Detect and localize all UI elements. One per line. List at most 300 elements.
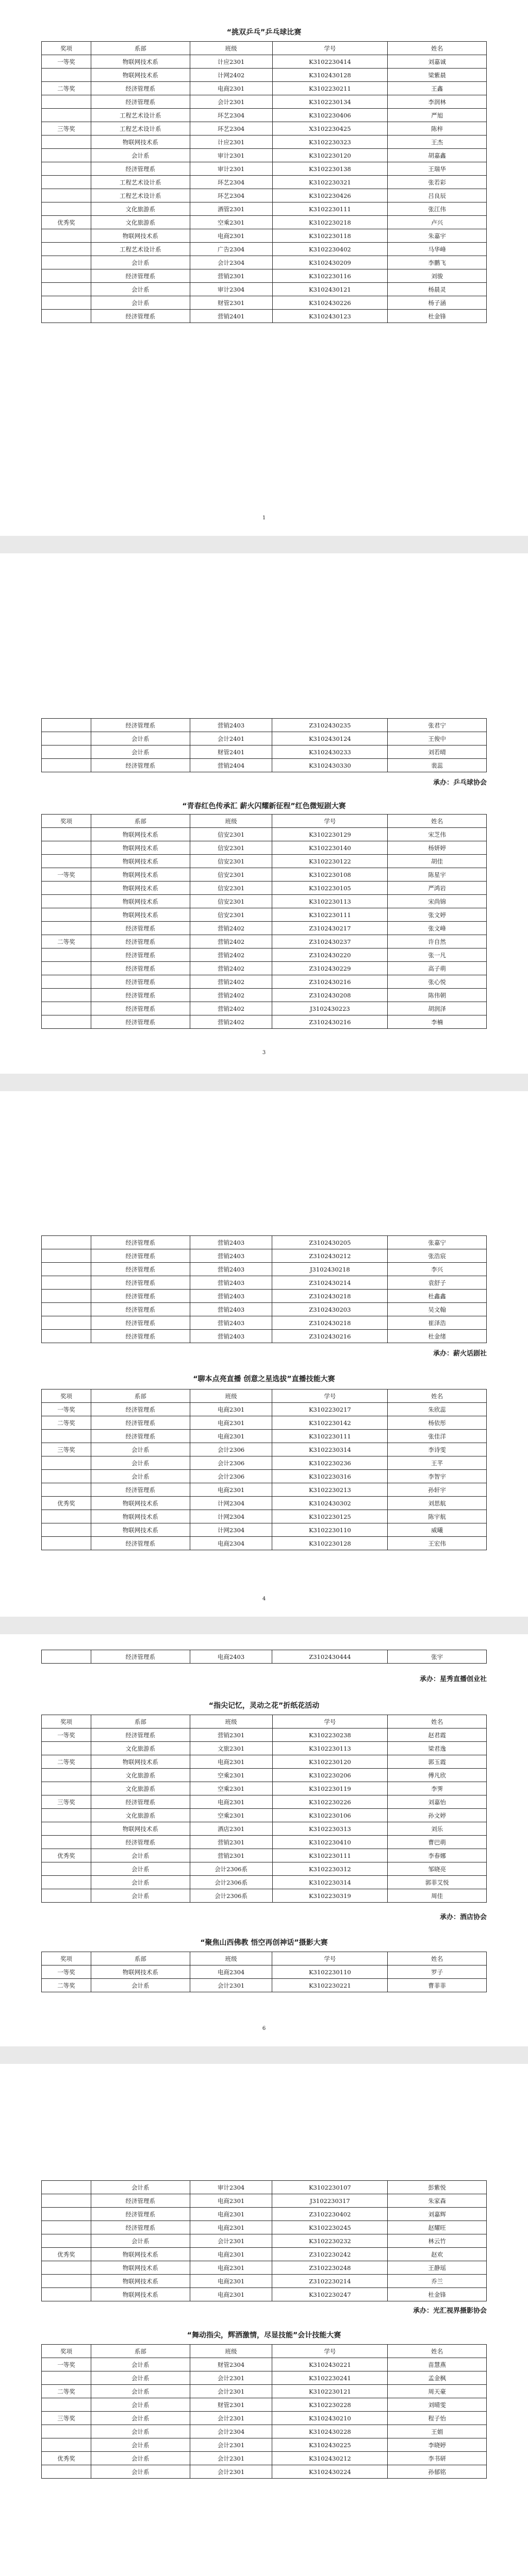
cell-award [42, 149, 91, 162]
page-gap [0, 2046, 528, 2064]
cell-name: 刘乐 [388, 1822, 487, 1836]
cell-dept: 经济管理系 [91, 1015, 190, 1029]
cell-dept: 会计系 [91, 1470, 190, 1483]
header-class: 班级 [190, 1952, 272, 1965]
cell-award [42, 922, 91, 935]
cell-name: 吴文翰 [388, 1303, 487, 1316]
cell-award [42, 841, 91, 855]
cell-name: 张宇 [388, 1650, 487, 1664]
table-row [42, 1403, 487, 1416]
table-row [42, 296, 487, 310]
cell-name: 刘若晴 [388, 745, 487, 759]
cell-dept: 经济管理系 [91, 1236, 190, 1249]
table-row [42, 2398, 487, 2412]
table-row [42, 1769, 487, 1782]
cell-award: 二等奖 [42, 1416, 91, 1430]
cell-id: K3102230113 [272, 895, 388, 908]
cell-name: 李霁 [388, 1782, 487, 1795]
header-award: 奖项 [42, 42, 91, 55]
cell-class: 会计2301 [190, 2465, 272, 2479]
table-row [42, 1650, 487, 1664]
cell-class: 营销2403 [190, 719, 272, 732]
cell-name: 李书研 [388, 2452, 487, 2465]
cell-class: 计网2304 [190, 1497, 272, 1510]
cell-dept: 经济管理系 [91, 2208, 190, 2221]
cell-id: K3102230228 [272, 2398, 388, 2412]
table-row [42, 2358, 487, 2371]
cell-id: K3102230110 [272, 1523, 388, 1537]
organizer-note: 承办：酒店协会 [439, 1913, 487, 1921]
cell-class: 电商2301 [190, 1416, 272, 1430]
cell-class: 电商2301 [190, 2248, 272, 2261]
cell-name: 林云竹 [388, 2234, 487, 2248]
table-body [42, 2181, 487, 2301]
cell-name: 郭菲艾悦 [388, 1876, 487, 1889]
table-row [42, 69, 487, 82]
cell-name: 程子怡 [388, 2412, 487, 2425]
cell-dept: 会计系 [91, 2425, 190, 2438]
cell-name: 张文峰 [388, 922, 487, 935]
cell-class: 营销2403 [190, 1316, 272, 1330]
table-row [42, 1430, 487, 1443]
award-table-6 [41, 1650, 487, 1664]
cell-class: 会计2306系 [190, 1862, 272, 1876]
cell-award [42, 975, 91, 989]
cell-dept: 物联网技术系 [91, 2275, 190, 2288]
award-table-7 [41, 1715, 487, 1903]
cell-name: 彭紫悦 [388, 2181, 487, 2194]
cell-name: 刘嘉怡 [388, 1795, 487, 1809]
cell-class: 营销2404 [190, 759, 272, 772]
cell-id: Z3102230214 [272, 2275, 388, 2288]
table-body [42, 1236, 487, 1343]
cell-id: K3102230107 [272, 2181, 388, 2194]
section-title: “指尖记忆，灵动之花”折纸花活动 [208, 1702, 320, 1710]
cell-class: 电商2304 [190, 1965, 272, 1979]
cell-name: 赵君霞 [388, 1728, 487, 1742]
cell-name: 曹菲菲 [388, 1979, 487, 1992]
cell-class: 营销2403 [190, 1236, 272, 1249]
organizer-note: 承办：星秀直播创业社 [419, 1675, 487, 1683]
table-row [42, 1782, 487, 1795]
award-table-8 [41, 1952, 487, 1992]
cell-class: 营销2402 [190, 948, 272, 962]
cell-id: Z3102430217 [272, 922, 388, 935]
cell-id: K3102230217 [272, 1403, 388, 1416]
cell-id: K3102230140 [272, 841, 388, 855]
cell-id: K3102230236 [272, 1456, 388, 1470]
cell-dept: 经济管理系 [91, 82, 190, 95]
cell-name: 郭玉霞 [388, 1755, 487, 1769]
cell-dept: 会计系 [91, 1979, 190, 1992]
page-number: 4 [262, 1596, 266, 1602]
page-number: 1 [262, 515, 266, 521]
table-row [42, 149, 487, 162]
header-class: 班级 [190, 1715, 272, 1728]
cell-dept: 经济管理系 [91, 1249, 190, 1263]
cell-name: 卢兴 [388, 216, 487, 229]
header-award: 奖项 [42, 1715, 91, 1728]
cell-name: 陈星宇 [388, 868, 487, 882]
cell-award [42, 1876, 91, 1889]
cell-award [42, 1862, 91, 1876]
cell-award: 二等奖 [42, 935, 91, 948]
cell-dept: 经济管理系 [91, 935, 190, 948]
cell-class: 广告2304 [190, 243, 272, 256]
cell-class: 审计2304 [190, 283, 272, 296]
cell-award: 一等奖 [42, 1403, 91, 1416]
cell-id: K3102230128 [272, 1537, 388, 1550]
cell-award [42, 828, 91, 841]
cell-class: 营销2402 [190, 962, 272, 975]
header-class: 班级 [190, 815, 272, 828]
cell-name: 胡佳 [388, 855, 487, 868]
cell-id: K3102230426 [272, 189, 388, 202]
cell-award [42, 2465, 91, 2479]
cell-dept: 会计系 [91, 732, 190, 745]
cell-class: 空乘2301 [190, 1769, 272, 1782]
table-row [42, 256, 487, 269]
cell-id: K3102230110 [272, 1965, 388, 1979]
page-number: 3 [262, 1050, 266, 1056]
cell-name: 袁舒子 [388, 1276, 487, 1290]
cell-class: 会计2301 [190, 2438, 272, 2452]
cell-award [42, 759, 91, 772]
cell-dept: 物联网技术系 [91, 135, 190, 149]
cell-dept: 经济管理系 [91, 1836, 190, 1849]
cell-id: K3102230142 [272, 1416, 388, 1430]
cell-dept: 文化旅游系 [91, 1809, 190, 1822]
cell-award: 二等奖 [42, 82, 91, 95]
cell-id: K3102230106 [272, 1809, 388, 1822]
cell-class: 营销2403 [190, 1303, 272, 1316]
table-row [42, 1795, 487, 1809]
cell-dept: 物联网技术系 [91, 841, 190, 855]
cell-award [42, 895, 91, 908]
cell-class: 会计2306 [190, 1443, 272, 1456]
cell-dept: 经济管理系 [91, 1263, 190, 1276]
cell-award: 三等奖 [42, 1795, 91, 1809]
cell-id: K3102230116 [272, 269, 388, 283]
cell-name: 李润林 [388, 95, 487, 109]
table-row [42, 828, 487, 841]
table-row [42, 1497, 487, 1510]
cell-class: 空乘2301 [190, 1782, 272, 1795]
table-row [42, 2221, 487, 2234]
table-row [42, 1443, 487, 1456]
header-class: 班级 [190, 1389, 272, 1403]
table-row [42, 1862, 487, 1876]
cell-dept: 物联网技术系 [91, 828, 190, 841]
cell-name: 孙轩宇 [388, 1483, 487, 1497]
cell-name: 张江伟 [388, 202, 487, 216]
cell-name: 杜鑫鑫 [388, 1290, 487, 1303]
cell-class: 营销2402 [190, 1002, 272, 1015]
cell-dept: 经济管理系 [91, 1650, 190, 1664]
table-body [42, 55, 487, 323]
cell-award: 优秀奖 [42, 216, 91, 229]
cell-class: 会计2304 [190, 2425, 272, 2438]
cell-dept: 会计系 [91, 2438, 190, 2452]
table-row [42, 1965, 487, 1979]
table-row [42, 2465, 487, 2479]
cell-id: K3102430212 [272, 2452, 388, 2465]
table-body [42, 719, 487, 772]
cell-id: Z3102230248 [272, 2261, 388, 2275]
cell-award: 二等奖 [42, 1979, 91, 1992]
cell-id: K3102230245 [272, 2221, 388, 2234]
cell-award: 二等奖 [42, 1755, 91, 1769]
cell-class: 电商2301 [190, 82, 272, 95]
cell-award [42, 2398, 91, 2412]
cell-class: 财管2301 [190, 296, 272, 310]
table-row [42, 1523, 487, 1537]
cell-dept: 经济管理系 [91, 1430, 190, 1443]
cell-award [42, 296, 91, 310]
cell-dept: 物联网技术系 [91, 1497, 190, 1510]
cell-class: 环艺2304 [190, 109, 272, 122]
cell-id: K3102230213 [272, 1483, 388, 1497]
cell-class: 会计2301 [190, 2412, 272, 2425]
cell-name: 赵欢 [388, 2248, 487, 2261]
table-row [42, 1236, 487, 1249]
cell-class: 电商2301 [190, 1403, 272, 1416]
cell-award [42, 2194, 91, 2208]
cell-class: 会计2306 [190, 1456, 272, 1470]
page-sheet-4 [0, 1634, 528, 2476]
cell-class: 审计2301 [190, 162, 272, 176]
table-row [42, 95, 487, 109]
cell-id: K3102430128 [272, 69, 388, 82]
cell-class: 会计2301 [190, 2371, 272, 2385]
header-dept: 系部 [91, 1952, 190, 1965]
cell-name: 张嘉宁 [388, 1236, 487, 1249]
cell-award [42, 310, 91, 323]
cell-award [42, 1263, 91, 1276]
table-row [42, 2194, 487, 2208]
cell-id: K3102430209 [272, 256, 388, 269]
cell-award [42, 109, 91, 122]
cell-id: K3102230211 [272, 82, 388, 95]
cell-name: 李诗雯 [388, 1443, 487, 1456]
cell-name: 杨依彤 [388, 1416, 487, 1430]
cell-name: 李春娜 [388, 1849, 487, 1862]
cell-name: 张佳洋 [388, 1430, 487, 1443]
cell-id: K3102230138 [272, 162, 388, 176]
header-award: 奖项 [42, 815, 91, 828]
award-table-5 [41, 1389, 487, 1550]
cell-dept: 物联网技术系 [91, 69, 190, 82]
cell-dept: 经济管理系 [91, 2221, 190, 2234]
table-row [42, 841, 487, 855]
cell-name: 高子萌 [388, 962, 487, 975]
table-row [42, 310, 487, 323]
table-row [42, 2261, 487, 2275]
table-header-row [42, 1952, 487, 1965]
cell-class: 酒店2301 [190, 1822, 272, 1836]
header-dept: 系部 [91, 42, 190, 55]
cell-dept: 经济管理系 [91, 1795, 190, 1809]
cell-class: 电商2301 [190, 2275, 272, 2288]
table-row [42, 162, 487, 176]
cell-name: 傅凡欣 [388, 1769, 487, 1782]
cell-award [42, 1889, 91, 1903]
award-table-10 [41, 2344, 487, 2479]
table-row [42, 2452, 487, 2465]
cell-dept: 物联网技术系 [91, 2248, 190, 2261]
table-row [42, 719, 487, 732]
cell-dept: 会计系 [91, 283, 190, 296]
cell-dept: 物联网技术系 [91, 1510, 190, 1523]
cell-class: 营销2301 [190, 1849, 272, 1862]
cell-award: 二等奖 [42, 2385, 91, 2398]
cell-id: K3102230238 [272, 1728, 388, 1742]
table-row [42, 989, 487, 1002]
table-row [42, 2412, 487, 2425]
cell-name: 李晓婷 [388, 2438, 487, 2452]
cell-class: 会计2301 [190, 1979, 272, 1992]
cell-award [42, 95, 91, 109]
table-header-row [42, 815, 487, 828]
cell-award [42, 1742, 91, 1755]
award-table-9 [41, 2180, 487, 2301]
cell-id: K3102230406 [272, 109, 388, 122]
cell-id: Z3102430220 [272, 948, 388, 962]
cell-class: 计应2301 [190, 55, 272, 69]
cell-id: K3102230206 [272, 1769, 388, 1782]
cell-class: 环艺2304 [190, 122, 272, 135]
cell-award [42, 1537, 91, 1550]
cell-id: Z3102430203 [272, 1303, 388, 1316]
table-body [42, 1650, 487, 1664]
cell-dept: 经济管理系 [91, 1330, 190, 1343]
table-row [42, 2438, 487, 2452]
cell-id: Z3102430444 [272, 1650, 388, 1664]
cell-award [42, 2438, 91, 2452]
cell-award: 一等奖 [42, 55, 91, 69]
section-title: “聚焦山西佛教 悟空再创神话”摄影大赛 [200, 1939, 328, 1947]
table-row [42, 202, 487, 216]
cell-class: 计网2304 [190, 1523, 272, 1537]
cell-id: Z3102430229 [272, 962, 388, 975]
table-row [42, 1276, 487, 1290]
cell-class: 信安2301 [190, 908, 272, 922]
cell-id: K3102230125 [272, 1510, 388, 1523]
cell-dept: 物联网技术系 [91, 895, 190, 908]
cell-name: 张文婷 [388, 908, 487, 922]
table-row [42, 1416, 487, 1430]
cell-class: 营销2403 [190, 1276, 272, 1290]
cell-award [42, 2208, 91, 2221]
cell-class: 营销2403 [190, 1249, 272, 1263]
cell-dept: 会计系 [91, 149, 190, 162]
header-award: 奖项 [42, 1952, 91, 1965]
cell-name: 周佳 [388, 1889, 487, 1903]
cell-award [42, 2261, 91, 2275]
cell-award [42, 1456, 91, 1470]
cell-id: K3102230414 [272, 55, 388, 69]
cell-award [42, 1236, 91, 1249]
cell-class: 审计2304 [190, 2181, 272, 2194]
cell-dept: 文化旅游系 [91, 202, 190, 216]
header-name: 姓名 [388, 1715, 487, 1728]
table-row [42, 908, 487, 922]
cell-name: 陈梓 [388, 122, 487, 135]
cell-dept: 经济管理系 [91, 948, 190, 962]
cell-id: X3102230425 [272, 122, 388, 135]
cell-dept: 经济管理系 [91, 162, 190, 176]
award-table-4 [41, 1235, 487, 1343]
cell-dept: 经济管理系 [91, 269, 190, 283]
table-row [42, 975, 487, 989]
cell-id: K3102430225 [272, 2438, 388, 2452]
cell-class: 电商2301 [190, 2194, 272, 2208]
cell-id: K3102230410 [272, 1836, 388, 1849]
table-body [42, 1965, 487, 1992]
cell-id: K3102430224 [272, 2465, 388, 2479]
cell-class: 营销2402 [190, 922, 272, 935]
cell-class: 财管2301 [190, 2398, 272, 2412]
cell-dept: 经济管理系 [91, 1483, 190, 1497]
cell-class: 营销2402 [190, 975, 272, 989]
header-award: 奖项 [42, 1389, 91, 1403]
header-name: 姓名 [388, 815, 487, 828]
cell-name: 王宏伟 [388, 1537, 487, 1550]
table-row [42, 1510, 487, 1523]
table-row [42, 1456, 487, 1470]
cell-award [42, 2275, 91, 2288]
table-row [42, 1742, 487, 1755]
table-row [42, 962, 487, 975]
cell-id: K3102430121 [272, 283, 388, 296]
cell-award [42, 882, 91, 895]
cell-id: K3102230108 [272, 868, 388, 882]
cell-id: Z3102430216 [272, 975, 388, 989]
page-sheet-2 [0, 553, 528, 1074]
cell-dept: 物联网技术系 [91, 855, 190, 868]
cell-name: 杨子涵 [388, 296, 487, 310]
cell-class: 电商2301 [190, 1483, 272, 1497]
cell-class: 营销2402 [190, 1015, 272, 1029]
table-row [42, 895, 487, 908]
cell-dept: 文化旅游系 [91, 1742, 190, 1755]
cell-award [42, 2181, 91, 2194]
section-title: “舞动指尖，辉洒激情，尽显技能”会计技能大赛 [187, 2331, 341, 2340]
cell-class: 营销2301 [190, 1728, 272, 1742]
cell-class: 营销2401 [190, 310, 272, 323]
cell-name: 杜金锋 [388, 310, 487, 323]
cell-class: 信安2301 [190, 895, 272, 908]
cell-award [42, 243, 91, 256]
table-row [42, 1809, 487, 1822]
cell-name: 孙郁铭 [388, 2465, 487, 2479]
cell-award [42, 1430, 91, 1443]
table-header-row [42, 1389, 487, 1403]
header-dept: 系部 [91, 1389, 190, 1403]
table-row [42, 176, 487, 189]
cell-dept: 工程艺术设计系 [91, 189, 190, 202]
cell-dept: 经济管理系 [91, 1403, 190, 1416]
section-title: “聊本点亮直播 创意之星选拔”直播技能大赛 [193, 1375, 335, 1383]
cell-dept: 会计系 [91, 2398, 190, 2412]
organizer-note: 承办：乒乓球协会 [433, 779, 487, 787]
header-name: 姓名 [388, 2345, 487, 2358]
cell-award [42, 1303, 91, 1316]
table-row [42, 1979, 487, 1992]
table-row [42, 868, 487, 882]
cell-id: Z3102430218 [272, 1290, 388, 1303]
table-row [42, 2208, 487, 2221]
